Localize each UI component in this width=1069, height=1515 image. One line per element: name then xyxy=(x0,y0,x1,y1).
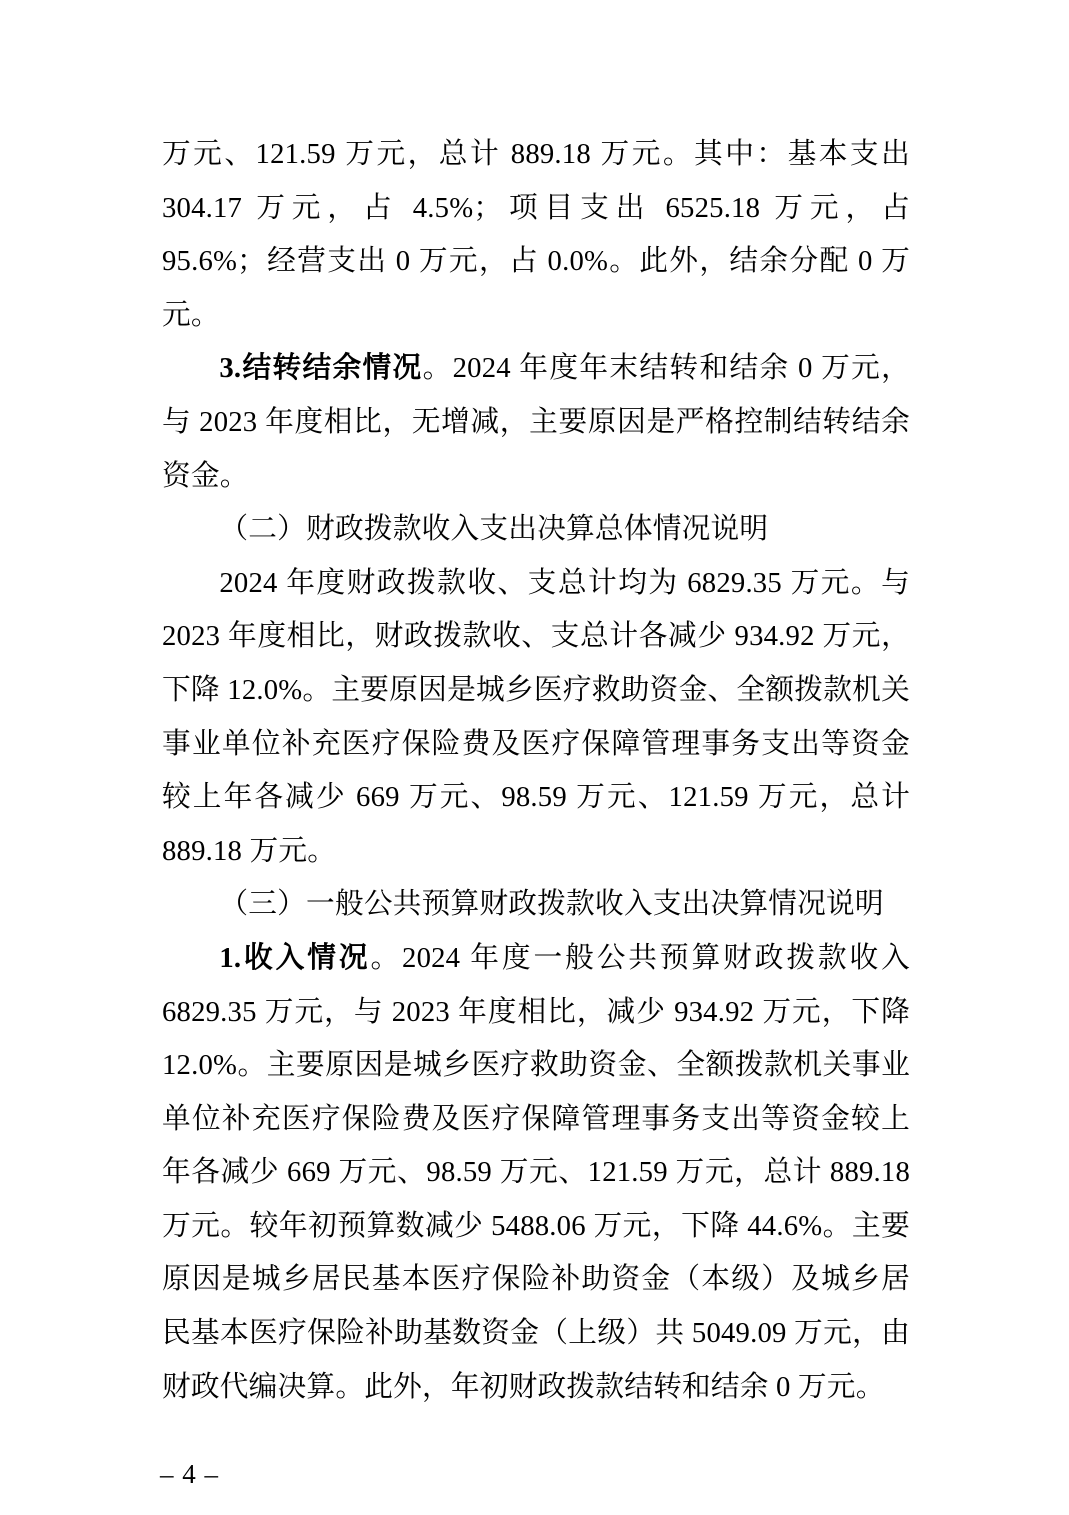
page-number: – 4 – xyxy=(160,1459,219,1489)
paragraph-carryover-status xyxy=(162,342,910,503)
paragraph-text: 2024 年度财政拨款收、支总计均为 6829.35 万元。与 2023 年度相比，财政拨款收、支总计各减少 934.92 万元，下降 12.0%。主要原因是城乡医疗救助资金、全额拨款机关事业单位补充医疗保险费及医疗保障管理事务支出等资金较上年各减少 669 万元、98.59 万元、121.59 万元，总计 889.18 万元。 xyxy=(162,566,910,867)
paragraph-text: 万元、121.59 万元，总计 889.18 万元。其中：基本支出 304.17 万元，占 4.5%；项目支出 6525.18 万元，占 95.6%；经营支出 0 万元，占 0.0%。此外，结余分配 0 万元。 xyxy=(162,138,910,331)
paragraph-text: （二）财政拨款收入支出决算总体情况说明 xyxy=(219,513,769,546)
paragraph-fiscal-appropriation xyxy=(162,557,910,879)
paragraph-text: 。2024 年度一般公共预算财政拨款收入 6829.35 万元，与 2023 年度相比，减少 934.92 万元，下降 12.0%。主要原因是城乡医疗救助资金、全额拨款机关事业单位补充医疗保险费及医疗保障管理事务支出等资金较上年各减少 669 万元、98.59 万元、121.59 万元，总计 889.18 万元。较年初预算数减少 5488.06 万元，下降 44.6%。主要原因是城乡居民基本医疗保险补助资金（本级）及城乡居民基本医疗保险补助基数资金（上级）共 5049.09 万元，由财政代编决算。此外，年初财政拨款结转和结余 0 万元。 xyxy=(162,941,911,1403)
section-heading-2 xyxy=(162,503,910,557)
paragraph-text: 。2024 年度年末结转和结余 0 万元，与 2023 年度相比，无增减，主要原因是严格控制结转结余资金。 xyxy=(162,352,911,492)
paragraph-income-status xyxy=(162,932,910,1414)
paragraph-text: （三）一般公共预算财政拨款收入支出决算情况说明 xyxy=(219,888,884,921)
paragraph-lead-bold: 3.结转结余情况 xyxy=(219,352,423,385)
paragraph-lead-bold: 1.收入情况 xyxy=(219,941,371,974)
paragraph-continuation xyxy=(162,128,910,342)
section-heading-3 xyxy=(162,878,910,932)
text-content xyxy=(162,128,910,1414)
